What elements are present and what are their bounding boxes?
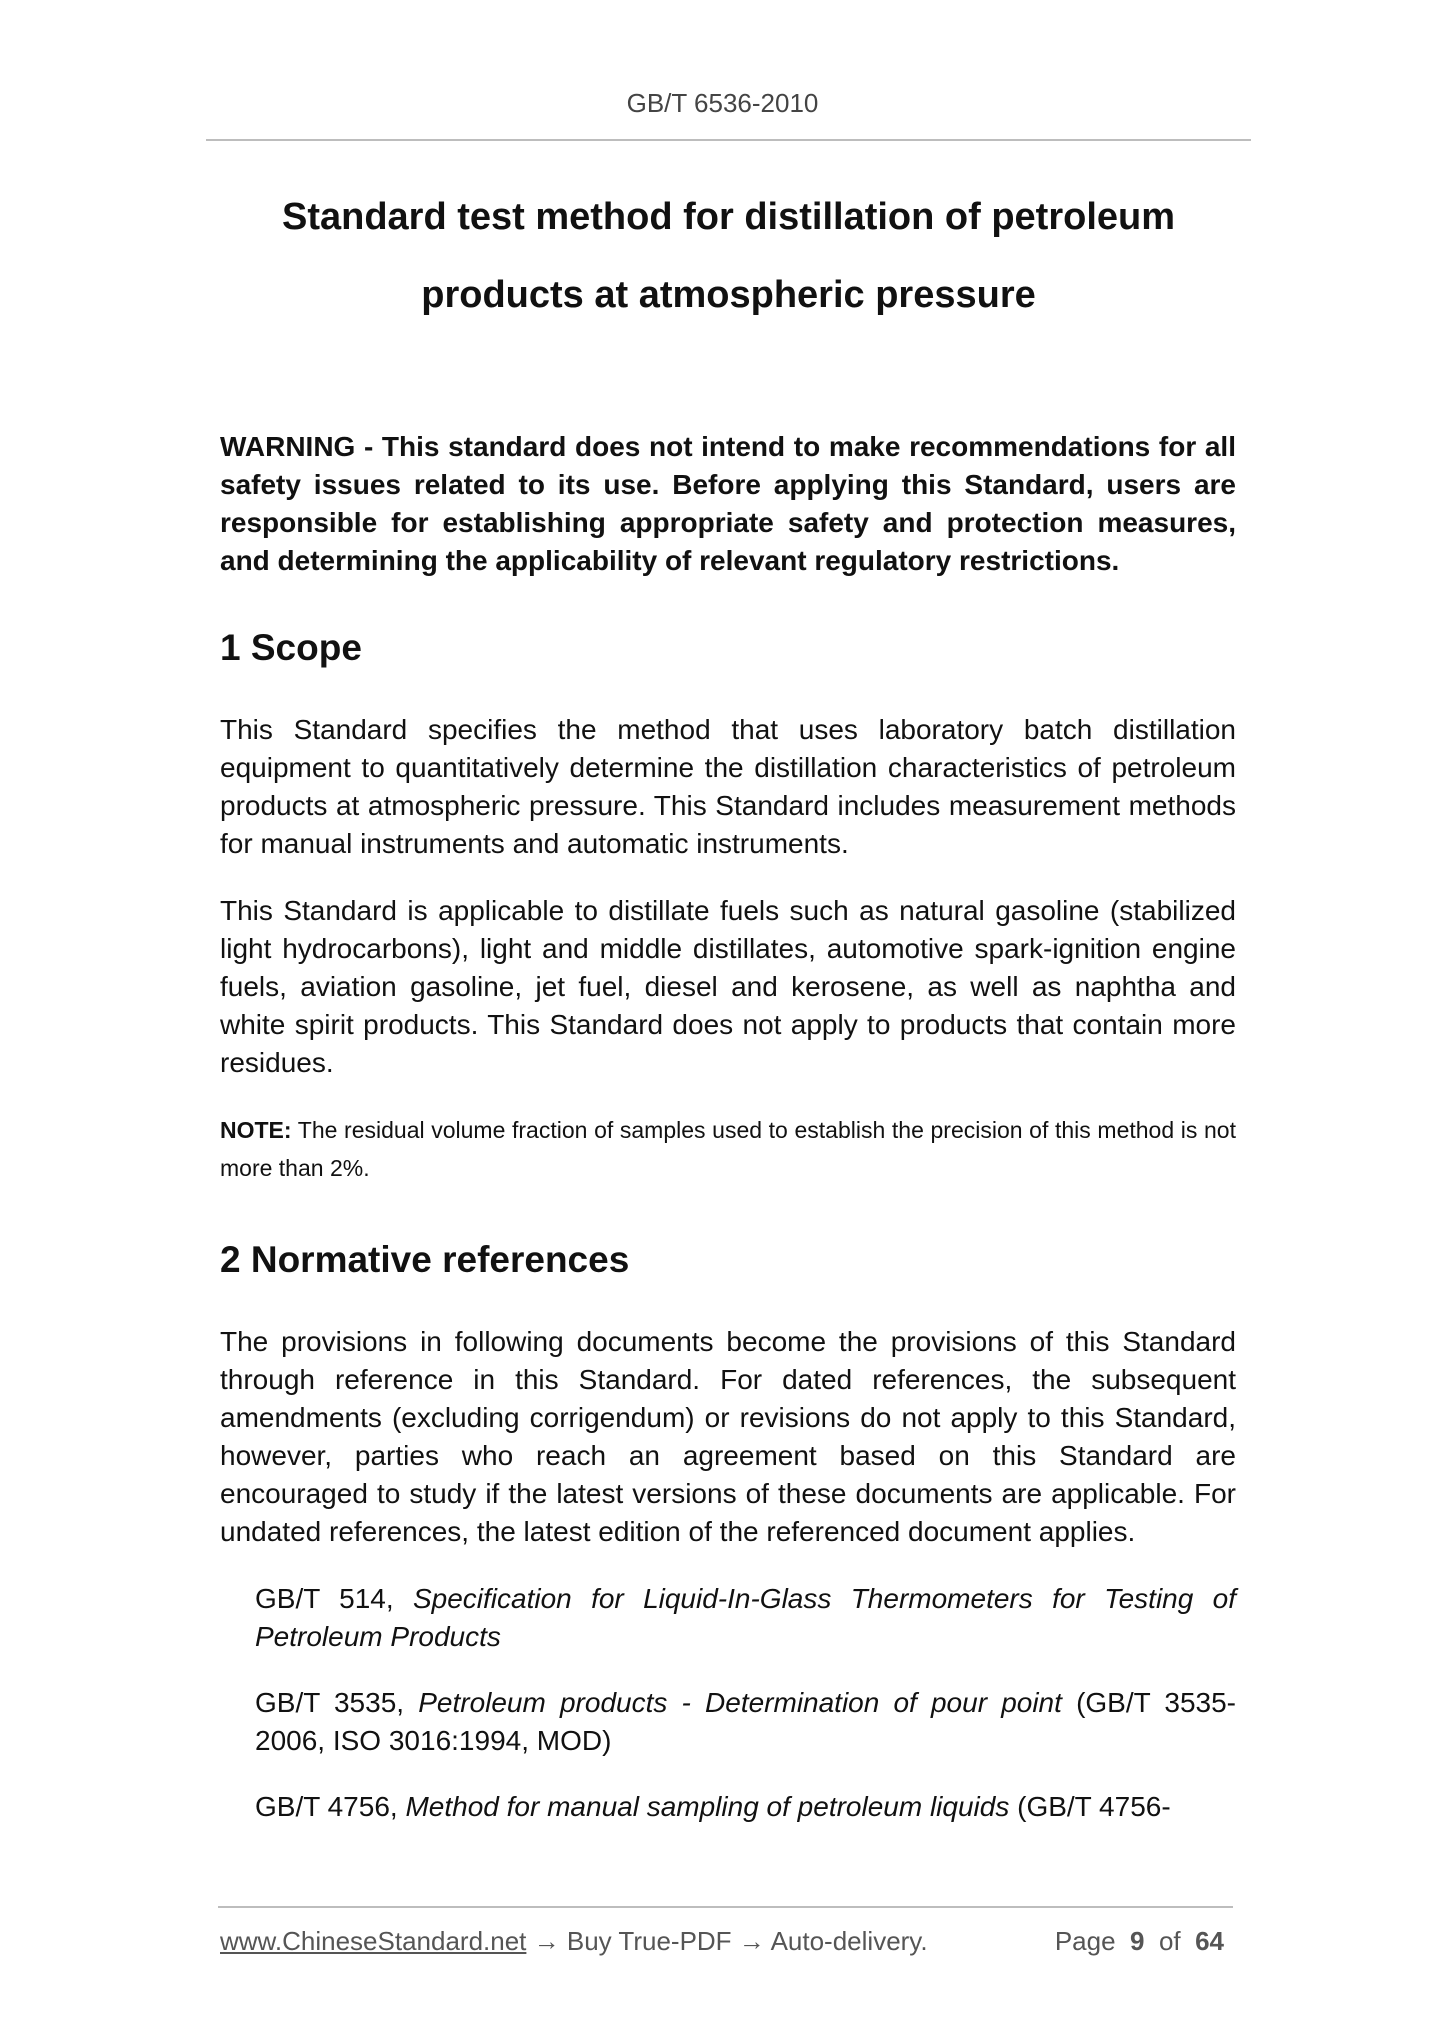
page-total: 64 bbox=[1195, 1926, 1224, 1956]
footer-divider bbox=[218, 1906, 1233, 1908]
page-number bbox=[1055, 1924, 1224, 1958]
reference-title: Method for manual sampling of petroleum liquids bbox=[405, 1791, 1010, 1822]
normative-paragraph: The provisions in following documents become the provisions of this Standard through reference in this Standard. For dated references, the subsequent amendments (excluding corrigendum) or revisions do not apply to this Standard, however, parties who reach an agreement based on this Standard are encouraged to study if the latest versions of these documents are applicable. For undated references, the latest edition of the referenced document applies. bbox=[220, 1326, 1236, 1547]
reference-title: Specification for Liquid-In-Glass Thermometers for Testing of Petroleum Products bbox=[255, 1583, 1236, 1652]
title-line-1: Standard test method for distillation of petroleum bbox=[281, 196, 1176, 238]
note-label: NOTE: bbox=[220, 1117, 292, 1143]
reference-item bbox=[255, 1684, 1236, 1760]
reference-code: GB/T 514, bbox=[255, 1583, 413, 1614]
page-label: Page bbox=[1054, 1926, 1116, 1956]
note-text: The residual volume fraction of samples used to establish the precision of this method is not more than 2%. bbox=[220, 1117, 1236, 1181]
scope-paragraph-1: This Standard specifies the method that uses laboratory batch distillation equipment to quantitatively determine the distillation characteristics of petroleum products at atmospheric pressure. This Standard includes measurement methods for manual instruments and automatic instruments. bbox=[220, 714, 1236, 859]
reference-title: Petroleum products - Determination of pour point bbox=[418, 1687, 1062, 1718]
page-of: of bbox=[1158, 1926, 1181, 1956]
reference-code: GB/T 3535, bbox=[255, 1687, 419, 1718]
header-divider bbox=[206, 139, 1251, 141]
reference-item bbox=[255, 1788, 1236, 1826]
title-line-2: products at atmospheric pressure bbox=[421, 274, 1036, 316]
page-current: 9 bbox=[1130, 1926, 1145, 1956]
section-heading-normative-references: 2 Normative references bbox=[220, 1239, 630, 1280]
reference-item bbox=[255, 1580, 1236, 1656]
reference-code: GB/T 4756, bbox=[255, 1791, 406, 1822]
reference-suffix: (GB/T 4756- bbox=[1009, 1791, 1171, 1822]
footer-tagline: → Buy True-PDF → Auto-delivery. bbox=[526, 1926, 928, 1956]
scope-note bbox=[220, 1111, 1236, 1187]
document-body bbox=[220, 428, 1236, 1854]
scope-paragraph-2: This Standard is applicable to distillate fuels such as natural gasoline (stabilized light hydrocarbons), light and middle distillates, automotive spark-ignition engine fuels, aviation gasoline, jet fuel, diesel and kerosene, as well as naphtha and white spirit products. This Standard does not apply to products that contain more residues. bbox=[220, 895, 1236, 1078]
reference-suffix: (GB/T 3535-2006, ISO 3016:1994, MOD) bbox=[255, 1687, 1236, 1756]
footer-left bbox=[220, 1924, 928, 1958]
website-link[interactable]: www.ChineseStandard.net bbox=[220, 1926, 527, 1956]
running-header: GB/T 6536-2010 bbox=[626, 88, 819, 118]
document-title bbox=[206, 178, 1251, 334]
section-heading-scope: 1 Scope bbox=[220, 627, 362, 668]
warning-notice: WARNING - This standard does not intend to make recommendations for all safety issues related to its use. Before applying this Standard, users are responsible for establishing appropriate safety and protection measures, and determining the applicability of relevant regulatory restrictions. bbox=[220, 431, 1236, 576]
